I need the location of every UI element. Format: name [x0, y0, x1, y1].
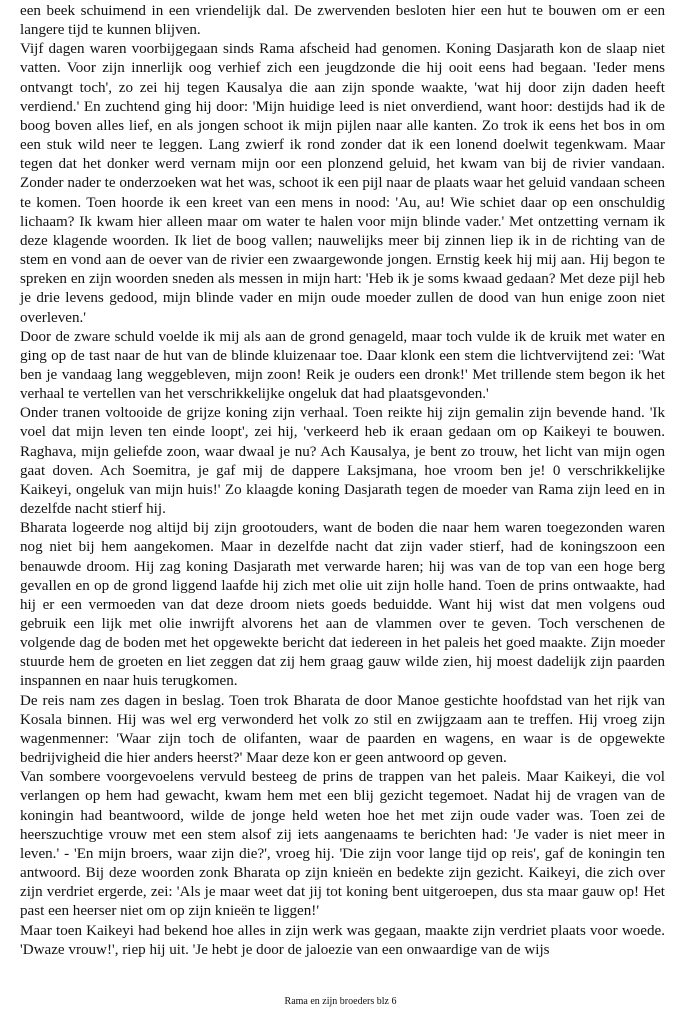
- paragraph: Onder tranen voltooide de grijze koning zijn verhaal. Toen reikte hij zijn gemalin zijn bevende hand. 'Ik voel dat mijn leven ten einde loopt', zei hij, 'verkeerd heb ik eraan gedaan om op Kaikeyi te bouwen. Raghava, mijn geliefde zoon, waar dwaal je nu? Ach Kausalya, je bent zo trouw, het licht van mijn ogen gaat doven. Ach Soemitra, je gaf mij de dappere Laksjmana, hoe vroom ben je! 0 verschrikkelijke Kaikeyi, ongeluk van mijn huis!' Zo klaagde koning Dasjarath tegen de moeder van Rama zijn leed en in dezelfde nacht stierf hij.: [20, 405, 665, 518]
- paragraph: Van sombere voorgevoelens vervuld besteeg de prins de trappen van het paleis. Maar Kaikeyi, die vol verlangen op hem had gewacht, kwam hem met een blij gezicht tegemoet. Nadat hij de vragen van de koningin had beantwoord, wilde de jonge held weten hoe het met zijn oude vader was. Toen zei de heerszuchtige vrouw met een stem alsof zij iets aangenaams te berichten had: 'Je vader is niet meer in leven.' - 'En mijn broers, waar zijn die?', vroeg hij. 'Die zijn voor lange tijd op reis', gaf de koningin ten antwoord. Bij deze woorden zonk Bharata op zijn knieën en bedekte zijn gezicht. Kaikeyi, die zich over zijn verdriet ergerde, zei: 'Als je maar weet dat jij tot koning bent uitgeroepen, dus sta maar gauw op! Het past een heerser niet om op zijn knieën te liggen!': [20, 769, 665, 920]
- page-body: [20, 2, 665, 960]
- paragraph: Door de zware schuld voelde ik mij als aan de grond genageld, maar toch vulde ik de kruik met water en ging op de tast naar de hut van de blinde kluizenaar toe. Daar klonk een stem die lichtvervijtend zei: 'Wat ben je vandaag lang weggebleven, mijn zoon! Reik je ouders een dronk!' Met trillende stem begon ik het verhaal te vertellen van het verschrikkelijke ongeluk dat had plaatsgevonden.': [20, 328, 665, 403]
- paragraph: Maar toen Kaikeyi had bekend hoe alles in zijn werk was gegaan, maakte zijn verdriet plaats voor woede. 'Dwaze vrouw!', riep hij uit. 'Je hebt je door de jaloezie van een onwaardige van de wijs: [20, 922, 665, 958]
- paragraph: De reis nam zes dagen in beslag. Toen trok Bharata de door Manoe gestichte hoofdstad van het rijk van Kosala binnen. Hij was wel erg verwonderd het volk zo stil en zwijgzaam aan te treffen. Hij vroeg zijn wagenmenner: 'Waar zijn toch de olifanten, waar de paarden en wagens, en waar is de opgewekte bedrijvigheid die hier anders heerst?' Maar deze kon er geen antwoord op geven.: [20, 692, 665, 767]
- paragraph: Vijf dagen waren voorbijgegaan sinds Rama afscheid had genomen. Koning Dasjarath kon de slaap niet vatten. Voor zijn innerlijk oog verhief zich een jeugdzonde die hij ooit eens had begaan. 'Ieder mens ontvangt toch', zo zei hij tegen Kausalya die aan zijn sponde waakte, 'wat hij door zijn daden heeft verdiend.' En zuchtend ging hij door: 'Mijn huidige leed is niet onverdiend, want hoor: destijds had ik de boog boven alles lief, en als jongen schoot ik mijn pijlen naar alle kanten. Zo trok ik eens het bos in om een stuk wild neer te leggen. Lang zwierf ik rond zonder dat ik een lonend doelwit tegenkwam. Maar tegen dat het donker werd vernam mijn oor een plonzend geluid, het kwam van bij de rivier vandaan. Zonder nader te onderzoeken wat het was, schoot ik een pijl naar de plaats waar het geluid vandaan scheen te komen. Toen hoorde ik een kreet van een mens in nood: 'Au, au! Wie schiet daar op een onschuldig lichaam? Ik kwam hier alleen maar om water te halen voor mijn blinde vader.' Met ontzetting vernam ik deze klagende woorden. Ik liet de boog vallen; nauwelijks meer bij zinnen liep ik in de richting van de stem en vond aan de oever van de rivier een zwaargewonde jongen. Ernstig keek hij mij aan. Hij begon te spreken en zijn woorden sneden als messen in mijn hart: 'Heb ik je soms kwaad gedaan? Met deze pijl heb je drie levens gedood, mijn blinde vader en mijn oude moeder zullen de dood van hun enige zoon niet overleven.': [20, 41, 665, 326]
- paragraph: Bharata logeerde nog altijd bij zijn grootouders, want de boden die naar hem waren toegezonden waren nog niet bij hem aangekomen. Maar in dezelfde nacht dat zijn vader stierf, had de koningszoon een benauwde droom. Hij zag koning Dasjarath met verwarde haren; hij was van de top van een hoge berg gevallen en op de grond liggend laafde hij zich met olie uit zijn holle hand. Toen de prins ontwaakte, had hij er een vermoeden van dat deze droom niets goeds beduidde. Want hij wist dat men volgens oud gebruik een lijk met olie inwrijft alvorens het aan de vlammen over te geven. Toch verschenen de volgende dag de boden met het opgewekte bericht dat iedereen in het paleis het goed maakte. Zijn moeder stuurde hem de groeten en liet zeggen dat zij hem graag gauw wilde zien, hij moest dadelijk zijn paarden inspannen en naar huis terugkomen.: [20, 520, 665, 690]
- page-footer: Rama en zijn broeders blz 6: [284, 996, 397, 1007]
- paragraph: een beek schuimend in een vriendelijk dal. De zwervenden besloten hier een hut te bouwen om er een langere tijd te kunnen blijven.: [20, 3, 665, 39]
